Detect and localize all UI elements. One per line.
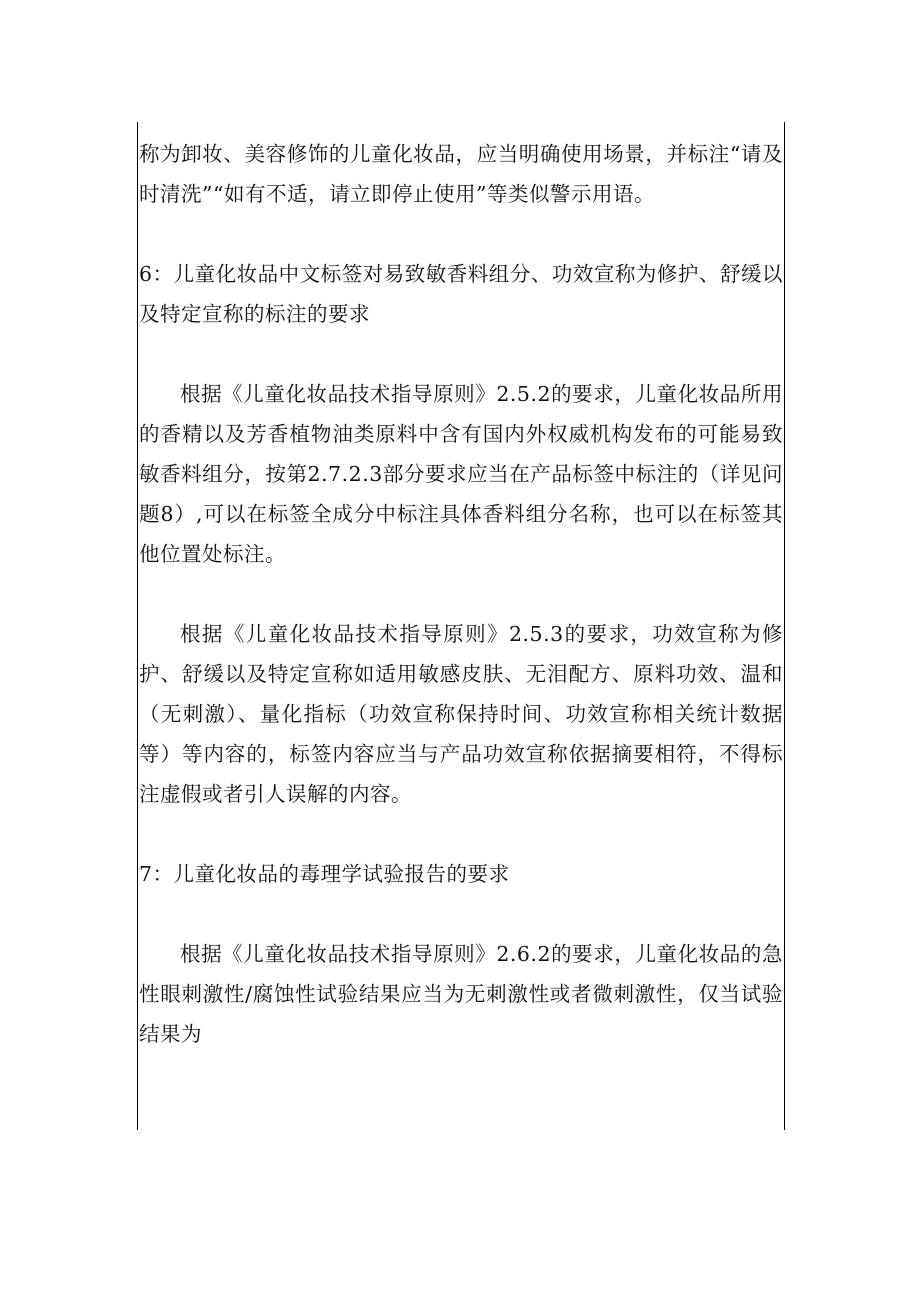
document-body bbox=[139, 134, 783, 1054]
paragraph-efficacy-claims: 根据《儿童化妆品技术指导原则》2.5.3的要求，功效宣称为修护、舒缓以及特定宣称如适用敏感皮肤、无泪配方、原料功效、温和（无刺激）、量化指标（功效宣称保持时间、功效宣称相关统计数据等）等内容的，标签内容应当与产品功效宣称依据摘要相符，不得标注虚假或者引人误解的内容。 bbox=[139, 622, 783, 806]
paragraph-toxicology: 根据《儿童化妆品技术指导原则》2.6.2的要求，儿童化妆品的急性眼刺激性/腐蚀性试验结果应当为无刺激性或者微刺激性，仅当试验结果为 bbox=[139, 942, 783, 1046]
spacer bbox=[139, 574, 783, 614]
section-heading-6: 6：儿童化妆品中文标签对易致敏香料组分、功效宣称为修护、舒缓以及特定宣称的标注的要求 bbox=[139, 262, 783, 326]
paragraph-fragrance-allergens: 根据《儿童化妆品技术指导原则》2.5.2的要求，儿童化妆品所用的香精以及芳香植物油类原料中含有国内外权威机构发布的可能易致敏香料组分，按第2.7.2.3部分要求应当在产品标签中标注的（详见问题8）,可以在标签全成分中标注具体香料组分名称，也可以在标签其他位置处标注。 bbox=[139, 382, 783, 566]
spacer bbox=[139, 214, 783, 254]
spacer bbox=[139, 334, 783, 374]
spacer bbox=[139, 814, 783, 854]
spacer bbox=[139, 894, 783, 934]
paragraph-continuation: 称为卸妆、美容修饰的儿童化妆品，应当明确使用场景，并标注“请及时清洗”“如有不适，请立即停止使用”等类似警示用语。 bbox=[139, 142, 783, 206]
section-heading-7: 7：儿童化妆品的毒理学试验报告的要求 bbox=[139, 862, 510, 886]
